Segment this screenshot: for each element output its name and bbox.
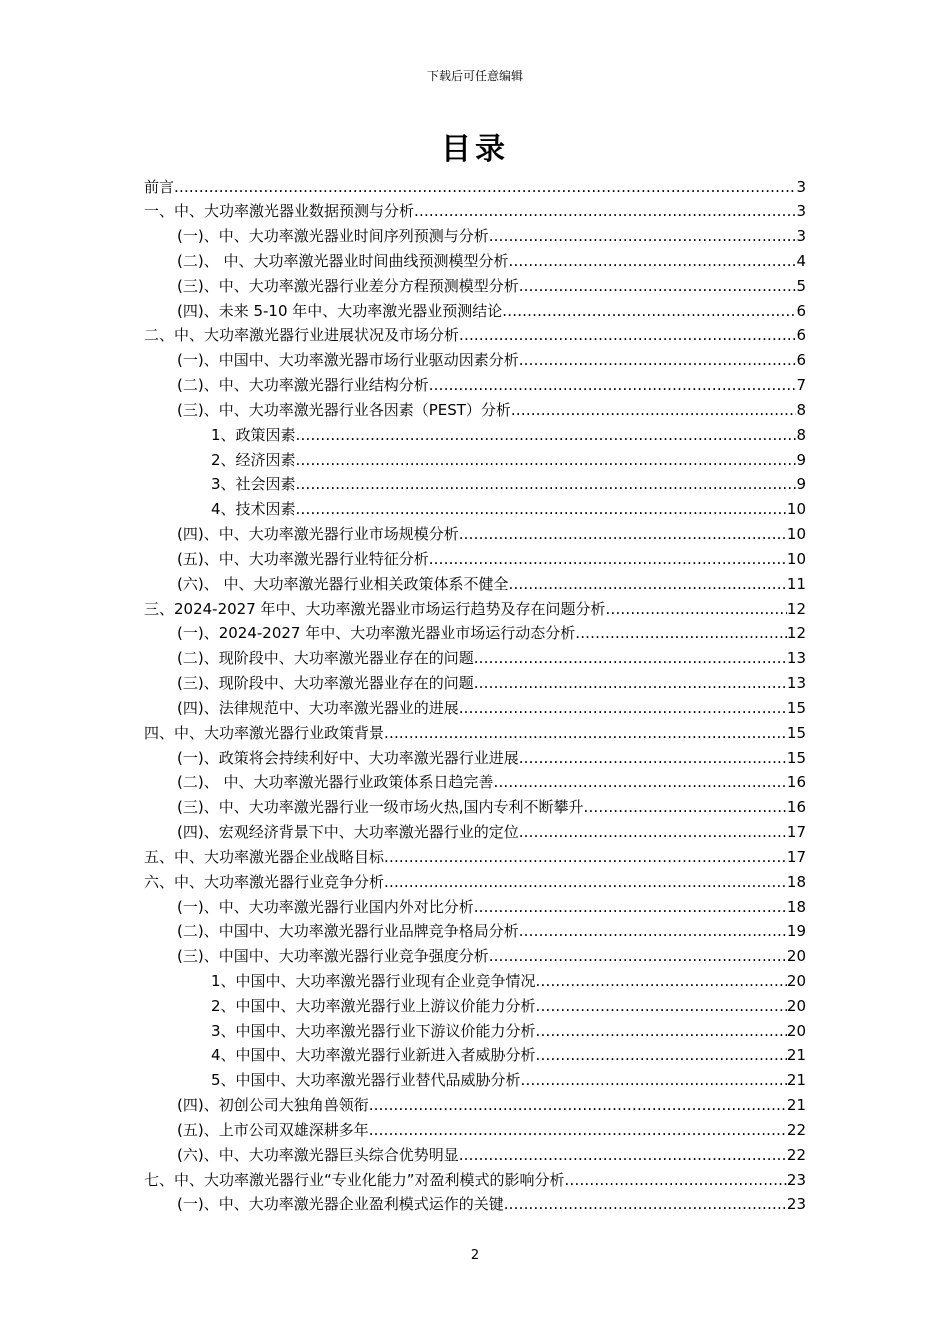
- toc-entry-title: (一)、中、大功率激光器企业盈利模式运作的关键: [177, 1195, 504, 1214]
- toc-entry-page: 10: [786, 525, 806, 544]
- toc-entry-page: 9: [796, 450, 806, 469]
- toc-entry-title: (五)、中、大功率激光器行业特征分析: [177, 549, 429, 568]
- toc-entry[interactable]: [144, 373, 806, 398]
- toc-dot-leader: [429, 547, 787, 572]
- toc-entry-title: (四)、中、大功率激光器行业市场规模分析: [177, 525, 459, 544]
- toc-entry[interactable]: [144, 820, 806, 845]
- toc-entry-title: (二)、中国中、大功率激光器行业品牌竞争格局分析: [177, 922, 519, 941]
- toc-dot-leader: [508, 249, 796, 274]
- toc-entry-page: 17: [786, 847, 806, 866]
- toc-entry-title: 前言: [144, 177, 175, 196]
- toc-entry[interactable]: [144, 870, 806, 895]
- toc-entry-page: 17: [786, 823, 806, 842]
- toc-entry[interactable]: [144, 795, 806, 820]
- toc-entry[interactable]: [144, 497, 806, 522]
- toc-entry-page: 6: [796, 351, 806, 370]
- toc-entry-title: (六)、 中、大功率激光器行业相关政策体系不健全: [177, 574, 509, 593]
- toc-entry-title: 1、政策因素: [211, 425, 296, 444]
- toc-entry-title: 2、经济因素: [211, 450, 296, 469]
- toc-entry-title: 3、社会因素: [211, 475, 296, 494]
- toc-entry-title: 4、中国中、大功率激光器行业新进入者威胁分析: [211, 1046, 536, 1065]
- toc-entry[interactable]: [144, 1019, 806, 1044]
- toc-entry[interactable]: [144, 1192, 806, 1217]
- toc-entry-page: 3: [796, 177, 806, 196]
- toc-entry-page: 9: [796, 475, 806, 494]
- toc-entry-title: (四)、未来 5-10 年中、大功率激光器业预测结论: [177, 301, 503, 320]
- toc-dot-leader: [508, 572, 786, 597]
- toc-entry[interactable]: [144, 597, 806, 622]
- page-number: 2: [470, 1248, 480, 1263]
- toc-entry-page: 16: [786, 773, 806, 792]
- toc-entry-page: 18: [786, 897, 806, 916]
- toc-entry[interactable]: [144, 249, 806, 274]
- toc-entry-page: 13: [786, 674, 806, 693]
- toc-entry-page: 4: [796, 251, 806, 270]
- toc-entry-page: 22: [786, 1145, 806, 1164]
- toc-entry-title: (一)、2024-2027 年中、大功率激光器业市场运行动态分析: [177, 624, 576, 643]
- toc-entry[interactable]: [144, 646, 806, 671]
- toc-entry-title: 一、中、大功率激光器业数据预测与分析: [144, 202, 415, 221]
- toc-title: 目录: [441, 132, 509, 167]
- toc-entry-page: 10: [786, 549, 806, 568]
- toc-entry[interactable]: [144, 919, 806, 944]
- toc-entry-page: 20: [786, 947, 806, 966]
- toc-dot-leader: [414, 199, 796, 224]
- toc-entry-title: (二)、现阶段中、大功率激光器业存在的问题: [177, 649, 474, 668]
- toc-entry[interactable]: [144, 423, 806, 448]
- toc-entry[interactable]: [144, 323, 806, 348]
- toc-entry[interactable]: [144, 1068, 806, 1093]
- toc-entry-page: 15: [786, 748, 806, 767]
- toc-dot-leader: [536, 1043, 787, 1068]
- toc-dot-leader: [519, 746, 787, 771]
- toc-dot-leader: [296, 497, 787, 522]
- toc-entry-title: 4、技术因素: [211, 500, 296, 519]
- toc-dot-leader: [296, 423, 797, 448]
- toc-entry[interactable]: [144, 299, 806, 324]
- toc-dot-leader: [459, 696, 787, 721]
- toc-entry-title: (三)、现阶段中、大功率激光器业存在的问题: [177, 674, 474, 693]
- toc-entry[interactable]: [144, 224, 806, 249]
- toc-entry[interactable]: [144, 348, 806, 373]
- toc-entry-title: (一)、政策将会持续利好中、大功率激光器行业进展: [177, 748, 519, 767]
- toc-dot-leader: [606, 597, 787, 622]
- toc-entry-title: 5、中国中、大功率激光器行业替代品威胁分析: [211, 1071, 521, 1090]
- toc-entry-page: 20: [786, 996, 806, 1015]
- toc-dot-leader: [536, 1019, 787, 1044]
- toc-entry-title: (一)、中国中、大功率激光器市场行业驱动因素分析: [177, 351, 519, 370]
- toc-entry-page: 13: [786, 649, 806, 668]
- toc-entry-page: 23: [786, 1170, 806, 1189]
- toc-dot-leader: [296, 472, 797, 497]
- toc-dot-leader: [519, 919, 787, 944]
- toc-entry-title: 四、中、大功率激光器行业政策背景: [144, 723, 385, 742]
- toc-entry-title: (一)、中、大功率激光器行业国内外对比分析: [177, 897, 474, 916]
- toc-entry-title: (三)、中、大功率激光器行业差分方程预测模型分析: [177, 276, 519, 295]
- toc-entry-title: (二)、中、大功率激光器行业结构分析: [177, 376, 429, 395]
- toc-dot-leader: [489, 224, 797, 249]
- toc-entry-title: (五)、上市公司双雄深耕多年: [177, 1120, 369, 1139]
- toc-entry-title: (四)、初创公司大独角兽领衔: [177, 1096, 369, 1115]
- toc-dot-leader: [384, 845, 787, 870]
- toc-entry-page: 15: [786, 698, 806, 717]
- toc-entry-page: 21: [786, 1071, 806, 1090]
- toc-entry-page: 18: [786, 872, 806, 891]
- toc-dot-leader: [493, 770, 786, 795]
- toc-entry[interactable]: [144, 696, 806, 721]
- toc-entry[interactable]: [144, 572, 806, 597]
- toc-dot-leader: [474, 671, 787, 696]
- table-of-contents: [144, 175, 806, 1218]
- toc-entry-title: (一)、中、大功率激光器业时间序列预测与分析: [177, 227, 489, 246]
- toc-dot-leader: [459, 1143, 787, 1168]
- toc-entry-title: 五、中、大功率激光器企业战略目标: [144, 847, 385, 866]
- toc-dot-leader: [429, 373, 797, 398]
- toc-entry[interactable]: [144, 969, 806, 994]
- toc-entry-page: 3: [796, 227, 806, 246]
- toc-entry-title: 1、中国中、大功率激光器行业现有企业竞争情况: [211, 972, 536, 990]
- toc-entry-page: 23: [786, 1195, 806, 1214]
- toc-dot-leader: [502, 299, 796, 324]
- toc-entry-title: (六)、中、大功率激光器巨头综合优势明显: [177, 1145, 459, 1164]
- toc-entry-page: 21: [786, 1096, 806, 1115]
- toc-dot-leader: [536, 994, 787, 1019]
- toc-entry-page: 22: [786, 1120, 806, 1139]
- toc-dot-leader: [369, 1093, 787, 1118]
- toc-entry-title: (四)、宏观经济背景下中、大功率激光器行业的定位: [177, 823, 519, 842]
- toc-dot-leader: [519, 820, 787, 845]
- toc-entry-title: 2、中国中、大功率激光器行业上游议价能力分析: [211, 996, 536, 1015]
- toc-dot-leader: [296, 448, 797, 473]
- toc-entry[interactable]: [144, 944, 806, 969]
- toc-entry[interactable]: [144, 671, 806, 696]
- toc-dot-leader: [369, 1118, 787, 1143]
- toc-entry-page: 19: [786, 922, 806, 941]
- toc-entry-title: (二)、 中、大功率激光器业时间曲线预测模型分析: [177, 251, 509, 270]
- toc-entry[interactable]: [144, 1043, 806, 1068]
- toc-entry[interactable]: [144, 621, 806, 646]
- toc-entry-page: 5: [796, 276, 806, 295]
- toc-dot-leader: [384, 870, 787, 895]
- toc-dot-leader: [511, 398, 797, 423]
- toc-dot-leader: [474, 895, 787, 920]
- toc-dot-leader: [575, 621, 787, 646]
- toc-entry-page: 20: [786, 1021, 806, 1040]
- toc-entry-page: 20: [786, 972, 806, 990]
- toc-entry-title: (三)、中、大功率激光器行业各因素（PEST）分析: [177, 400, 511, 419]
- toc-entry-page: 10: [786, 500, 806, 519]
- toc-entry[interactable]: [144, 1093, 806, 1118]
- toc-entry[interactable]: [144, 1168, 806, 1193]
- toc-entry[interactable]: [144, 547, 806, 572]
- toc-entry-title: 六、中、大功率激光器行业竞争分析: [144, 872, 385, 891]
- toc-entry[interactable]: [144, 895, 806, 920]
- toc-dot-leader: [474, 646, 787, 671]
- toc-entry[interactable]: [144, 1118, 806, 1143]
- toc-entry-page: 8: [796, 400, 806, 419]
- toc-entry[interactable]: [144, 746, 806, 771]
- toc-entry-title: (四)、法律规范中、大功率激光器业的进展: [177, 698, 459, 717]
- toc-entry[interactable]: [144, 1143, 806, 1168]
- toc-entry[interactable]: [144, 472, 806, 497]
- toc-dot-leader: [174, 175, 796, 200]
- toc-entry[interactable]: [144, 770, 806, 795]
- toc-entry-page: 3: [796, 202, 806, 221]
- toc-entry-title: (三)、中国中、大功率激光器行业竞争强度分析: [177, 947, 489, 966]
- toc-entry[interactable]: [144, 721, 806, 746]
- toc-entry-page: 8: [796, 425, 806, 444]
- toc-entry-title: 3、中国中、大功率激光器行业下游议价能力分析: [211, 1021, 536, 1040]
- toc-entry-title: 三、2024-2027 年中、大功率激光器业市场运行趋势及存在问题分析: [144, 599, 606, 618]
- toc-entry-page: 12: [786, 624, 806, 643]
- toc-dot-leader: [459, 522, 787, 547]
- toc-dot-leader: [536, 969, 787, 994]
- toc-dot-leader: [519, 348, 797, 373]
- toc-entry-page: 7: [796, 376, 806, 395]
- toc-entry-page: 21: [786, 1046, 806, 1065]
- toc-entry-page: 6: [796, 326, 806, 345]
- toc-dot-leader: [565, 1168, 787, 1193]
- toc-entry-title: 七、中、大功率激光器行业“专业化能力”对盈利模式的影响分析: [144, 1170, 565, 1189]
- toc-entry-title: (三)、中、大功率激光器行业一级市场火热,国内专利不断攀升: [177, 798, 584, 817]
- toc-entry-title: (二)、 中、大功率激光器行业政策体系日趋完善: [177, 773, 494, 792]
- toc-entry[interactable]: [144, 845, 806, 870]
- toc-dot-leader: [489, 944, 787, 969]
- toc-dot-leader: [519, 274, 797, 299]
- toc-entry-page: 16: [786, 798, 806, 817]
- toc-entry[interactable]: [144, 448, 806, 473]
- toc-entry-page: 12: [786, 599, 806, 618]
- toc-entry[interactable]: [144, 274, 806, 299]
- toc-dot-leader: [459, 323, 796, 348]
- toc-dot-leader: [504, 1192, 787, 1217]
- toc-entry-page: 15: [786, 723, 806, 742]
- toc-entry[interactable]: [144, 398, 806, 423]
- header-note: 下载后可任意编辑: [426, 69, 523, 83]
- toc-entry[interactable]: [144, 522, 806, 547]
- toc-dot-leader: [384, 721, 787, 746]
- toc-entry[interactable]: [144, 199, 806, 224]
- toc-entry[interactable]: [144, 994, 806, 1019]
- toc-dot-leader: [583, 795, 786, 820]
- toc-dot-leader: [521, 1068, 787, 1093]
- toc-entry[interactable]: [144, 175, 806, 200]
- toc-entry-page: 11: [786, 574, 806, 593]
- toc-entry-title: 二、中、大功率激光器行业进展状况及市场分析: [144, 326, 460, 345]
- toc-entry-page: 6: [796, 301, 806, 320]
